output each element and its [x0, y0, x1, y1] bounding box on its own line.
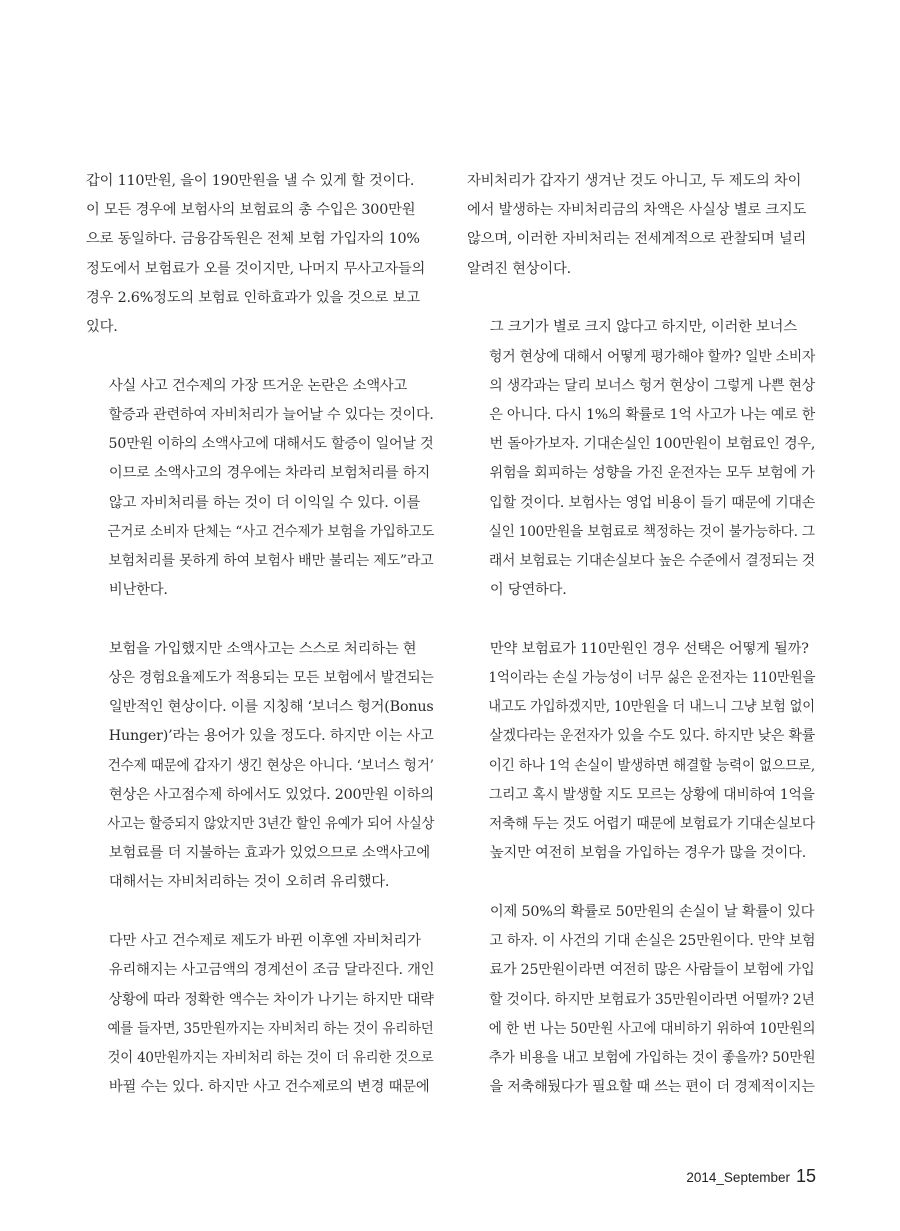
text-line: 50만원 이하의 소액사고에 대해서도 할증이 일어날 것 [108, 436, 434, 453]
issue-label: 2014_September [686, 1170, 790, 1185]
text-line: 저축해 두는 것도 어렵기 때문에 보험료가 기대손실보다 [488, 816, 815, 833]
text-line: 갑이 110만원, 을이 190만원을 낼 수 있게 할 것이다. [86, 173, 415, 189]
text-line: 입할 것이다. 보험사는 영업 비용이 들기 때문에 기대손 [489, 494, 816, 511]
paragraph [86, 927, 434, 1102]
text-line: 것이 40만원까지는 자비처리 하는 것이 더 유리한 것으로 [107, 1049, 434, 1066]
text-line: 번 돌아가보자. 기대손실인 100만원이 보험료인 경우, [489, 436, 816, 453]
text-line: 료가 25만원이라면 여전히 많은 사람들이 보험에 가입 [489, 962, 815, 979]
text-line: 알려진 현상이다. [467, 260, 571, 277]
text-line: 사실 사고 건수제의 가장 뜨거운 논란은 소액사고 [108, 377, 408, 394]
text-line: 이 당연하다. [489, 582, 567, 599]
text-line: 상은 경험요율제도가 적용되는 모든 보험에서 발견되는 [108, 670, 434, 687]
text-line: 비난한다. [108, 582, 168, 599]
text-line: 내고도 가입하겠지만, 10만원을 더 내느니 그냥 보험 없이 [488, 699, 815, 716]
text-line: 바뀔 수는 있다. 하지만 사고 건수제로의 변경 때문에 [108, 1079, 430, 1096]
text-line: 정도에서 보험료가 오를 것이지만, 나머지 무사고자들의 [86, 260, 426, 277]
paragraph [467, 898, 815, 1102]
text-line: 할 것이다. 하지만 보험료가 35만원이라면 어떨까? 2년 [489, 991, 815, 1008]
text-line: 사고는 할증되지 않았지만 3년간 할인 유예가 되어 사실상 [107, 816, 435, 833]
page-number: 15 [795, 1166, 816, 1186]
paragraph [86, 635, 434, 898]
text-line: 할증과 관련하여 자비처리가 늘어날 수 있다는 것이다. [108, 406, 434, 423]
text-line: 자비처리가 갑자기 생겨난 것도 아니고, 두 제도의 차이 [467, 173, 802, 189]
text-line: 이므로 소액사고의 경우에는 차라리 보험처리를 하지 [108, 465, 431, 482]
text-line: 에서 발생하는 자비처리금의 차액은 사실상 별로 크지도 [467, 202, 807, 219]
text-line: 이 모든 경우에 보험사의 보험료의 총 수입은 300만원 [86, 202, 416, 219]
text-line: 높지만 여전히 보험을 가입하는 경우가 많을 것이다. [489, 845, 807, 862]
text-line: 헝거 현상에 대해서 어떻게 평가해야 할까? 일반 소비자 [489, 348, 816, 365]
text-line: 고 하자. 이 사건의 기대 손실은 25만원이다. 만약 보험 [489, 933, 816, 950]
text-line: 대해서는 자비처리하는 것이 오히려 유리했다. [108, 874, 390, 891]
text-line: 예를 들자면, 35만원까지는 자비처리 하는 것이 유리하던 [107, 1020, 434, 1037]
left-column [86, 167, 434, 1132]
text-line: 위험을 회피하는 성향을 가진 운전자는 모두 보험에 가 [489, 465, 815, 482]
text-line: 근거로 소비자 단체는 “사고 건수제가 보험을 가입하고도 [107, 523, 435, 540]
text-line: 으로 동일하다. 금융감독원은 전체 보험 가입자의 10% [86, 231, 420, 248]
paragraph [86, 372, 434, 606]
text-line: 다만 사고 건수제로 제도가 바뀐 이후엔 자비처리가 [108, 933, 421, 950]
text-line: 않으며, 이러한 자비처리는 전세계적으로 관찰되며 널리 [467, 231, 807, 248]
text-line: 상황에 따라 정확한 액수는 차이가 나기는 하지만 대략 [108, 991, 434, 1008]
text-line: 일반적인 현상이다. 이를 지칭해 ‘보너스 헝거(Bonus [108, 699, 434, 716]
text-line: 은 아니다. 다시 1%의 확률로 1억 사고가 나는 예로 한 [489, 406, 816, 423]
text-line: 보험료를 더 지불하는 효과가 있었으므로 소액사고에 [108, 845, 431, 862]
text-line: 건수제 때문에 갑자기 생긴 현상은 아니다. ‘보너스 헝거’ [107, 757, 434, 774]
text-line: 추가 비용을 내고 보험에 가입하는 것이 좋을까? 50만원 [488, 1049, 816, 1066]
text-line: 을 저축해뒀다가 필요할 때 쓰는 편이 더 경제적이지는 [489, 1079, 815, 1096]
text-line: 보험을 가입했지만 소액사고는 스스로 처리하는 현 [108, 640, 417, 657]
text-line: 보험처리를 못하게 하여 보험사 배만 불리는 제도”라고 [108, 552, 434, 569]
text-line: 현상은 사고점수제 하에서도 있었다. 200만원 이하의 [108, 786, 434, 803]
text-line: 않고 자비처리를 하는 것이 더 이익일 수 있다. 이를 [108, 494, 421, 511]
text-line: 1억이라는 손실 가능성이 너무 싫은 운전자는 110만원을 [488, 670, 816, 687]
text-line: Hunger)’라는 용어가 있을 정도다. 하지만 이는 사고 [108, 728, 434, 745]
text-line: 그리고 혹시 발생할 지도 모르는 상황에 대비하여 1억을 [488, 786, 815, 803]
text-line: 만약 보험료가 110만원인 경우 선택은 어떻게 될까? [489, 640, 809, 657]
text-line: 그 크기가 별로 크지 않다고 하지만, 이러한 보너스 [489, 319, 797, 336]
text-line: 이긴 하나 1억 손실이 발생하면 해결할 능력이 없으므로, [488, 757, 815, 774]
paragraph [467, 167, 815, 284]
page-footer [686, 1166, 816, 1187]
text-line: 있다. [86, 319, 118, 336]
text-line: 실인 100만원을 보험료로 책정하는 것이 불가능하다. 그 [488, 523, 815, 540]
text-line: 의 생각과는 달리 보너스 헝거 현상이 그렇게 나쁜 현상 [489, 377, 816, 394]
text-line: 살겠다라는 운전자가 있을 수도 있다. 하지만 낮은 확률 [489, 728, 816, 745]
paragraph [86, 167, 434, 342]
text-line: 유리해지는 사고금액의 경계선이 조금 달라진다. 개인 [108, 962, 435, 979]
text-line: 이제 50%의 확률로 50만원의 손실이 날 확률이 있다 [489, 903, 815, 920]
right-column [467, 167, 815, 1132]
text-line: 래서 보험료는 기대손실보다 높은 수준에서 결정되는 것 [488, 552, 815, 569]
paragraph [467, 635, 815, 869]
text-line: 경우 2.6%정도의 보험료 인하효과가 있을 것으로 보고 [86, 289, 420, 306]
text-line: 에 한 번 나는 50만원 사고에 대비하기 위하여 10만원의 [488, 1020, 816, 1037]
paragraph [467, 313, 815, 605]
